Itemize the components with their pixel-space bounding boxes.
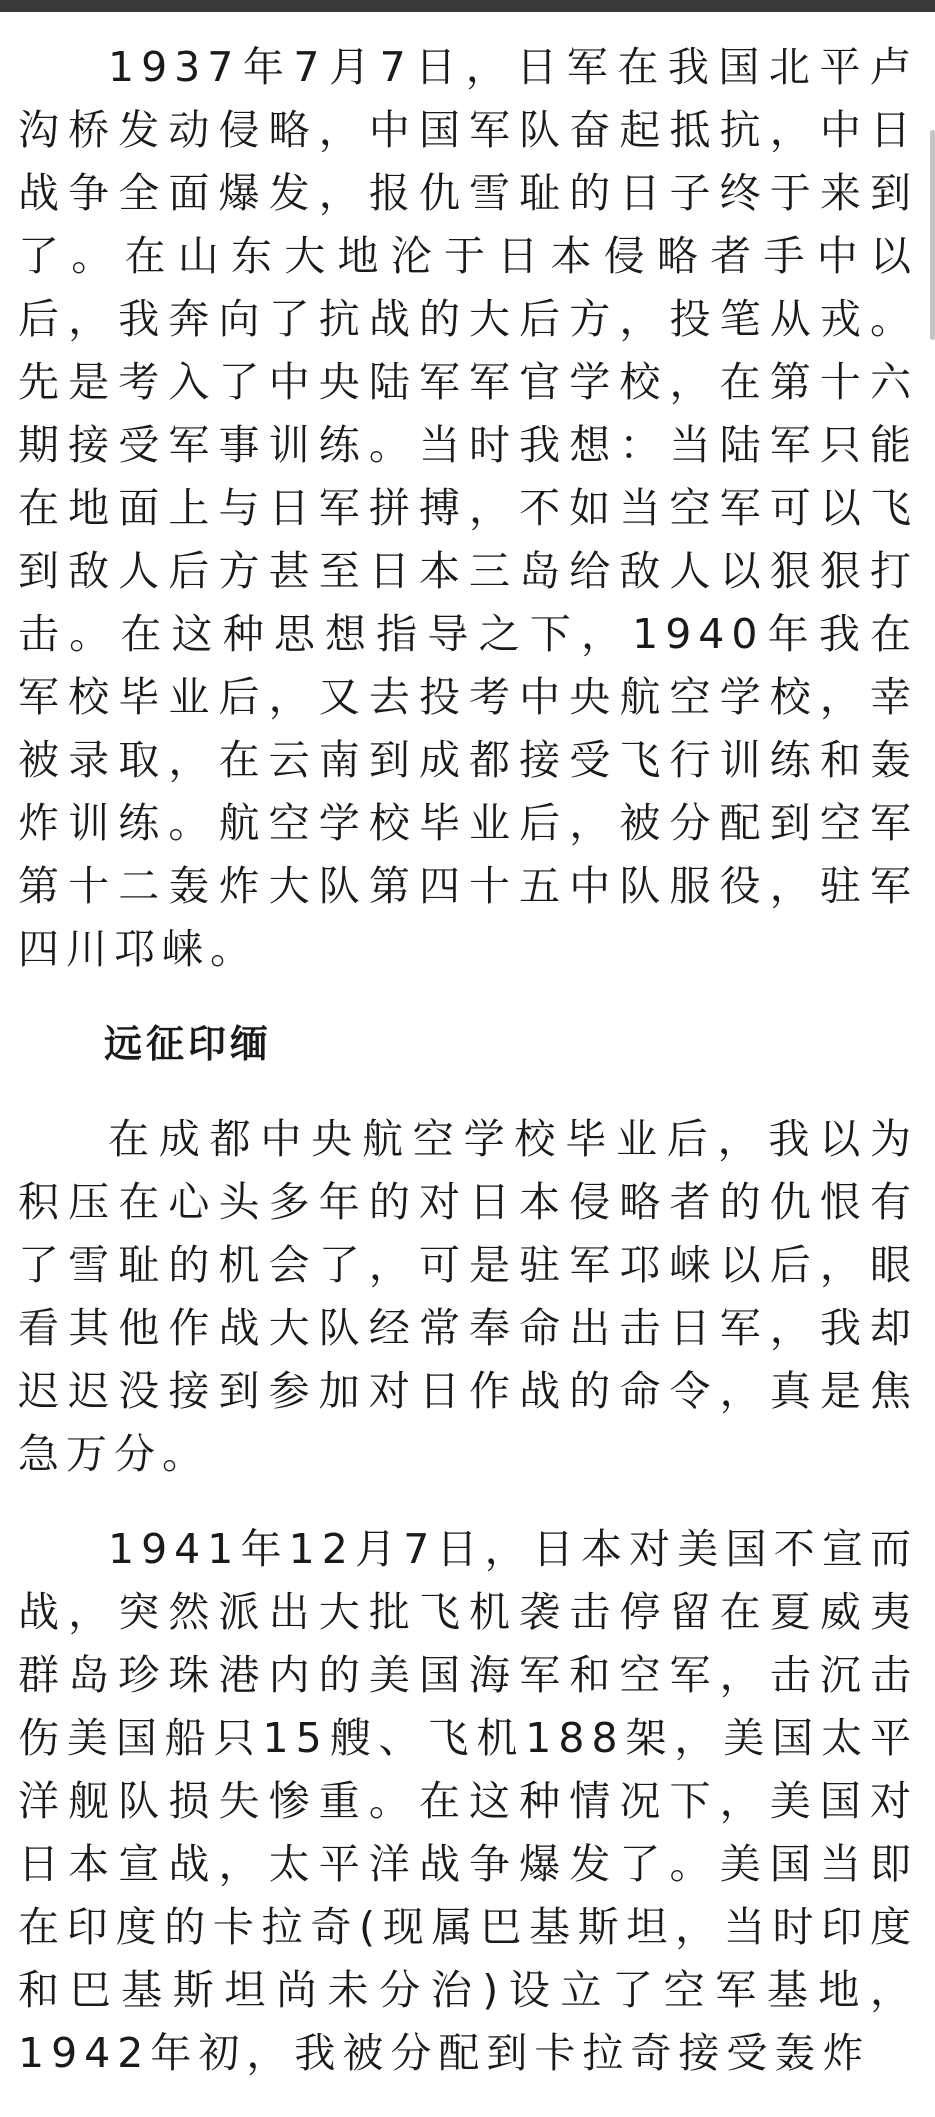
article-body [18, 36, 918, 2117]
status-bar [0, 0, 935, 12]
paragraph-3: 1941年12月7日，日本对美国不宣而战，突然派出大批飞机袭击停留在夏威夷群岛珍珠港内的美国海军和空军，击沉击伤美国船只15艘、飞机188架，美国太平洋舰队损失惨重。在这种情况下，美国对日本宣战，太平洋战争爆发了。美国当即在印度的卡拉奇(现属巴基斯坦，当时印度和巴基斯坦尚未分治)设立了空军基地，1942年初，我被分配到卡拉奇接受轰炸 [18, 1525, 918, 2077]
scrollbar-thumb[interactable] [930, 130, 935, 340]
section-heading: 远征印缅 [104, 1022, 273, 1066]
paragraph-2: 在成都中央航空学校毕业后，我以为积压在心头多年的对日本侵略者的仇恨有了雪耻的机会了，可是驻军邛崃以后，眼看其他作战大队经常奉命出击日军，我却迟迟没接到参加对日作战的命令，真是焦急万分。 [18, 1115, 918, 1478]
paragraph-1: 1937年7月7日，日军在我国北平卢沟桥发动侵略，中国军队奋起抵抗，中日战争全面爆发，报仇雪耻的日子终于来到了。在山东大地沦于日本侵略者手中以后，我奔向了抗战的大后方，投笔从戎。先是考入了中央陆军军官学校，在第十六期接受军事训练。当时我想：当陆军只能在地面上与日军拼搏，不如当空军可以飞到敌人后方甚至日本三岛给敌人以狠狠打击。在这种思想指导之下，1940年我在军校毕业后，又去投考中央航空学校，幸被录取，在云南到成都接受飞行训练和轰炸训练。航空学校毕业后，被分配到空军第十二轰炸大队第四十五中队服役，驻军四川邛崃。 [18, 43, 918, 973]
